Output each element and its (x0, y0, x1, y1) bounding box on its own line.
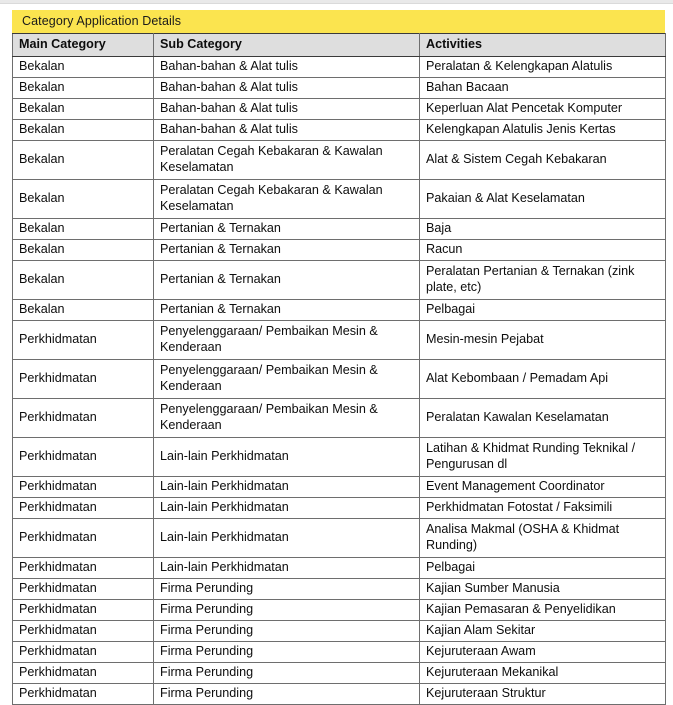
cell-sub-category: Pertanian & Ternakan (154, 219, 420, 240)
cell-main-category: Perkhidmatan (13, 663, 154, 684)
cell-sub-category: Peralatan Cegah Kebakaran & Kawalan Keselamatan (154, 180, 420, 219)
cell-main-category: Perkhidmatan (13, 360, 154, 399)
table-row (13, 558, 666, 579)
cell-sub-category: Lain-lain Perkhidmatan (154, 519, 420, 558)
cell-main-category: Bekalan (13, 78, 154, 99)
table-row (13, 78, 666, 99)
column-header-activities: Activities (420, 34, 666, 57)
cell-activities: Perkhidmatan Fotostat / Faksimili (420, 498, 666, 519)
cell-sub-category: Pertanian & Ternakan (154, 300, 420, 321)
cell-sub-category: Lain-lain Perkhidmatan (154, 498, 420, 519)
table-row (13, 600, 666, 621)
category-application-details-panel (12, 10, 665, 705)
cell-sub-category: Pertanian & Ternakan (154, 240, 420, 261)
cell-sub-category: Penyelenggaraan/ Pembaikan Mesin & Kenderaan (154, 360, 420, 399)
table-header-row (13, 34, 666, 57)
cell-activities: Kejuruteraan Awam (420, 642, 666, 663)
table-row (13, 99, 666, 120)
cell-activities: Analisa Makmal (OSHA & Khidmat Runding) (420, 519, 666, 558)
cell-activities: Kejuruteraan Mekanikal (420, 663, 666, 684)
cell-activities: Bahan Bacaan (420, 78, 666, 99)
cell-main-category: Bekalan (13, 120, 154, 141)
cell-activities: Event Management Coordinator (420, 477, 666, 498)
cell-activities: Kajian Pemasaran & Penyelidikan (420, 600, 666, 621)
table-row (13, 498, 666, 519)
cell-main-category: Bekalan (13, 141, 154, 180)
cell-activities: Kajian Alam Sekitar (420, 621, 666, 642)
table-row (13, 579, 666, 600)
cell-main-category: Bekalan (13, 219, 154, 240)
cell-main-category: Perkhidmatan (13, 558, 154, 579)
cell-activities: Racun (420, 240, 666, 261)
cell-sub-category: Lain-lain Perkhidmatan (154, 438, 420, 477)
cell-sub-category: Firma Perunding (154, 579, 420, 600)
cell-main-category: Perkhidmatan (13, 579, 154, 600)
table-row (13, 219, 666, 240)
cell-main-category: Perkhidmatan (13, 600, 154, 621)
cell-sub-category: Penyelenggaraan/ Pembaikan Mesin & Kenderaan (154, 321, 420, 360)
cell-main-category: Perkhidmatan (13, 399, 154, 438)
page-top-edge (0, 0, 673, 4)
cell-activities: Latihan & Khidmat Runding Teknikal / Pengurusan dl (420, 438, 666, 477)
cell-sub-category: Lain-lain Perkhidmatan (154, 558, 420, 579)
table-row (13, 399, 666, 438)
cell-activities: Alat & Sistem Cegah Kebakaran (420, 141, 666, 180)
cell-sub-category: Firma Perunding (154, 621, 420, 642)
cell-main-category: Perkhidmatan (13, 438, 154, 477)
cell-sub-category: Bahan-bahan & Alat tulis (154, 120, 420, 141)
cell-main-category: Perkhidmatan (13, 498, 154, 519)
table-row (13, 438, 666, 477)
cell-sub-category: Lain-lain Perkhidmatan (154, 477, 420, 498)
cell-activities: Peralatan & Kelengkapan Alatulis (420, 57, 666, 78)
cell-activities: Peralatan Pertanian & Ternakan (zink plate, etc) (420, 261, 666, 300)
column-header-main-category: Main Category (13, 34, 154, 57)
cell-activities: Pelbagai (420, 300, 666, 321)
column-header-sub-category: Sub Category (154, 34, 420, 57)
table-row (13, 240, 666, 261)
cell-sub-category: Peralatan Cegah Kebakaran & Kawalan Keselamatan (154, 141, 420, 180)
table-row (13, 621, 666, 642)
table-row (13, 477, 666, 498)
table-row (13, 360, 666, 399)
table-row (13, 321, 666, 360)
cell-main-category: Bekalan (13, 180, 154, 219)
table-row (13, 57, 666, 78)
cell-activities: Alat Kebombaan / Pemadam Api (420, 360, 666, 399)
cell-activities: Mesin-mesin Pejabat (420, 321, 666, 360)
table-header (13, 34, 666, 57)
cell-main-category: Bekalan (13, 240, 154, 261)
cell-main-category: Bekalan (13, 99, 154, 120)
cell-activities: Peralatan Kawalan Keselamatan (420, 399, 666, 438)
cell-activities: Keperluan Alat Pencetak Komputer (420, 99, 666, 120)
cell-sub-category: Firma Perunding (154, 684, 420, 705)
cell-main-category: Bekalan (13, 261, 154, 300)
cell-sub-category: Penyelenggaraan/ Pembaikan Mesin & Kenderaan (154, 399, 420, 438)
table-row (13, 642, 666, 663)
cell-main-category: Perkhidmatan (13, 477, 154, 498)
cell-activities: Kajian Sumber Manusia (420, 579, 666, 600)
cell-main-category: Perkhidmatan (13, 321, 154, 360)
table-row (13, 300, 666, 321)
table-row (13, 519, 666, 558)
table-body (13, 57, 666, 705)
table-row (13, 663, 666, 684)
cell-main-category: Perkhidmatan (13, 621, 154, 642)
cell-main-category: Bekalan (13, 57, 154, 78)
cell-sub-category: Firma Perunding (154, 642, 420, 663)
cell-activities: Baja (420, 219, 666, 240)
cell-sub-category: Bahan-bahan & Alat tulis (154, 99, 420, 120)
cell-sub-category: Bahan-bahan & Alat tulis (154, 57, 420, 78)
table-row (13, 684, 666, 705)
cell-activities: Kelengkapan Alatulis Jenis Kertas (420, 120, 666, 141)
cell-sub-category: Pertanian & Ternakan (154, 261, 420, 300)
table-row (13, 180, 666, 219)
cell-main-category: Bekalan (13, 300, 154, 321)
cell-sub-category: Bahan-bahan & Alat tulis (154, 78, 420, 99)
table-row (13, 261, 666, 300)
cell-activities: Pakaian & Alat Keselamatan (420, 180, 666, 219)
cell-main-category: Perkhidmatan (13, 519, 154, 558)
table-row (13, 120, 666, 141)
cell-activities: Kejuruteraan Struktur (420, 684, 666, 705)
category-application-details-table (12, 33, 666, 705)
cell-main-category: Perkhidmatan (13, 642, 154, 663)
cell-sub-category: Firma Perunding (154, 663, 420, 684)
cell-activities: Pelbagai (420, 558, 666, 579)
table-row (13, 141, 666, 180)
cell-main-category: Perkhidmatan (13, 684, 154, 705)
panel-title: Category Application Details (12, 10, 665, 33)
cell-sub-category: Firma Perunding (154, 600, 420, 621)
